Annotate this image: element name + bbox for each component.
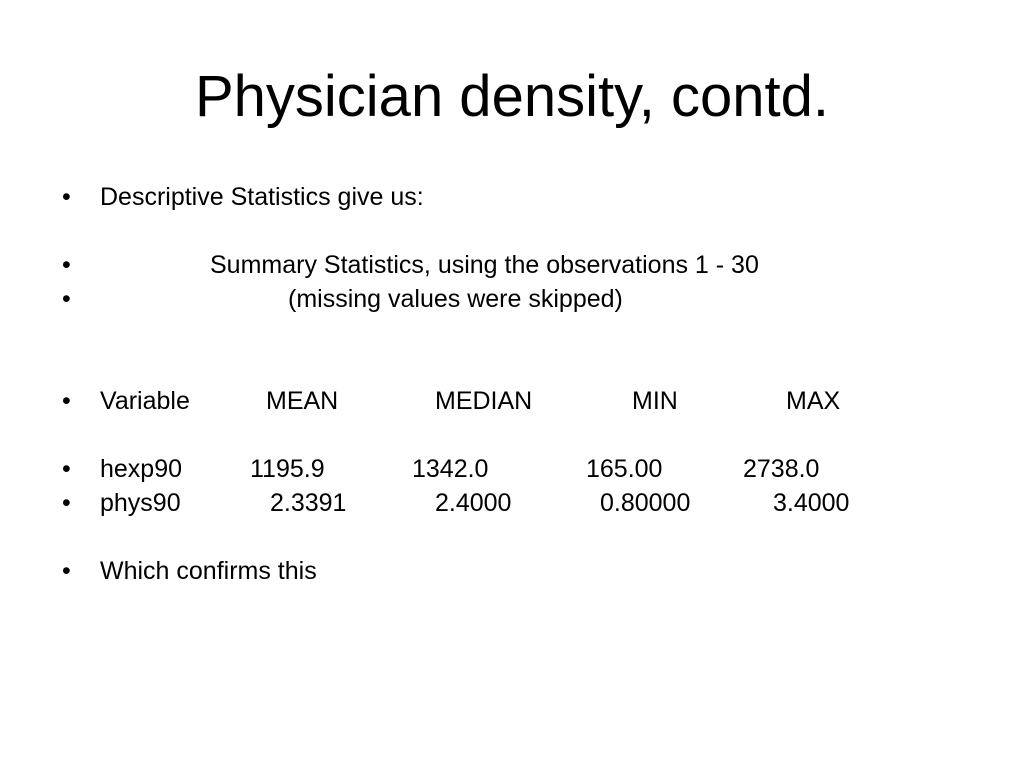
header-median: MEDIAN	[435, 387, 533, 415]
row-variable: hexp90	[100, 455, 183, 483]
header-max: MAX	[786, 387, 841, 415]
conclusion-text: Which confirms this	[100, 557, 317, 585]
intro-text: Descriptive Statistics give us:	[100, 183, 424, 211]
bullet-marker: •	[62, 183, 71, 211]
bullet-marker: •	[62, 489, 71, 517]
summary-line-1: Summary Statistics, using the observations 1 - 30	[210, 251, 759, 279]
row-variable: phys90	[100, 489, 181, 517]
bullet-marker: •	[62, 387, 71, 415]
slide-title: Physician density, contd.	[194, 64, 830, 129]
row-min: 0.80000	[600, 489, 691, 517]
bullet-marker: •	[62, 455, 71, 483]
row-min: 165.00	[586, 455, 663, 483]
row-median: 2.4000	[435, 489, 512, 517]
bullet-marker: •	[62, 251, 71, 279]
row-median: 1342.0	[412, 455, 489, 483]
header-mean: MEAN	[266, 387, 339, 415]
header-min: MIN	[632, 387, 678, 415]
header-variable: Variable	[100, 387, 190, 415]
row-max: 3.4000	[773, 489, 850, 517]
bullet-marker: •	[62, 557, 71, 585]
row-mean: 1195.9	[250, 455, 325, 483]
bullet-marker: •	[62, 285, 71, 313]
row-max: 2738.0	[743, 455, 820, 483]
row-mean: 2.3391	[270, 489, 347, 517]
summary-line-2: (missing values were skipped)	[288, 285, 623, 313]
